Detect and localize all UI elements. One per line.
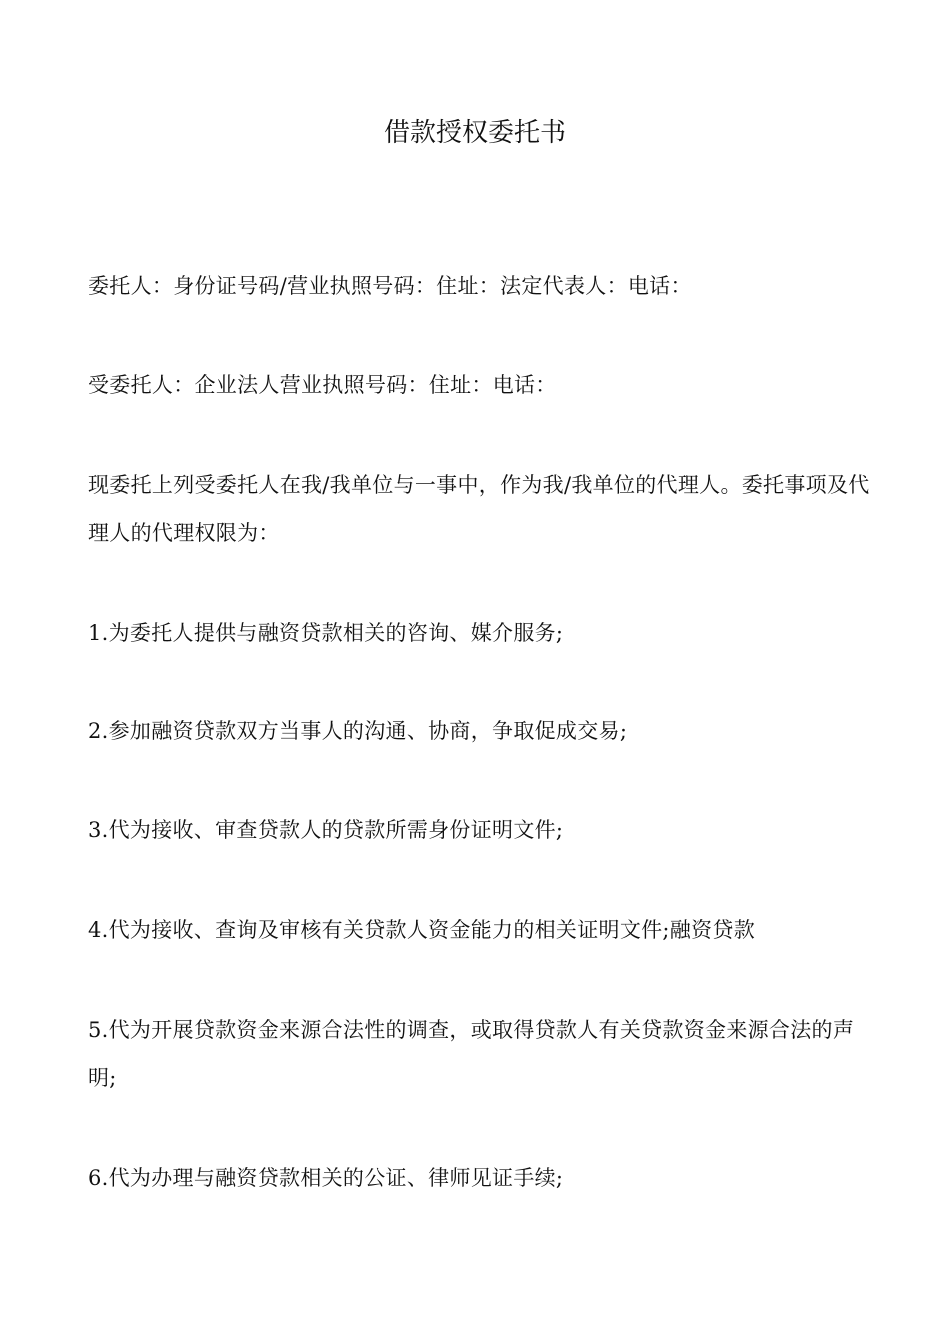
authorization-item-2: 2.参加融资贷款双方当事人的沟通、协商，争取促成交易; (88, 719, 628, 743)
authorization-item-3: 3.代为接收、审查贷款人的贷款所需身份证明文件; (88, 818, 564, 842)
agent-info-line: 受委托人：企业法人营业执照号码：住址：电话： (88, 373, 557, 397)
principal-info-line: 委托人：身份证号码/营业执照号码：住址：法定代表人：电话： (88, 274, 692, 298)
document-title: 借款授权委托书 (383, 118, 566, 148)
authorization-item-5: 5.代为开展贷款资金来源合法性的调查，或取得贷款人有关贷款资金来源合法的声明; (88, 1018, 855, 1090)
authorization-intro: 现委托上列受委托人在我/我单位与一事中，作为我/我单位的代理人。委托事项及代理人的代理权限为： (88, 473, 870, 545)
authorization-item-1: 1.为委托人提供与融资贷款相关的咨询、媒介服务; (88, 621, 564, 645)
authorization-item-6: 6.代为办理与融资贷款相关的公证、律师见证手续; (88, 1166, 564, 1190)
authorization-item-4: 4.代为接收、查询及审核有关贷款人资金能力的相关证明文件;融资贷款 (88, 918, 756, 942)
